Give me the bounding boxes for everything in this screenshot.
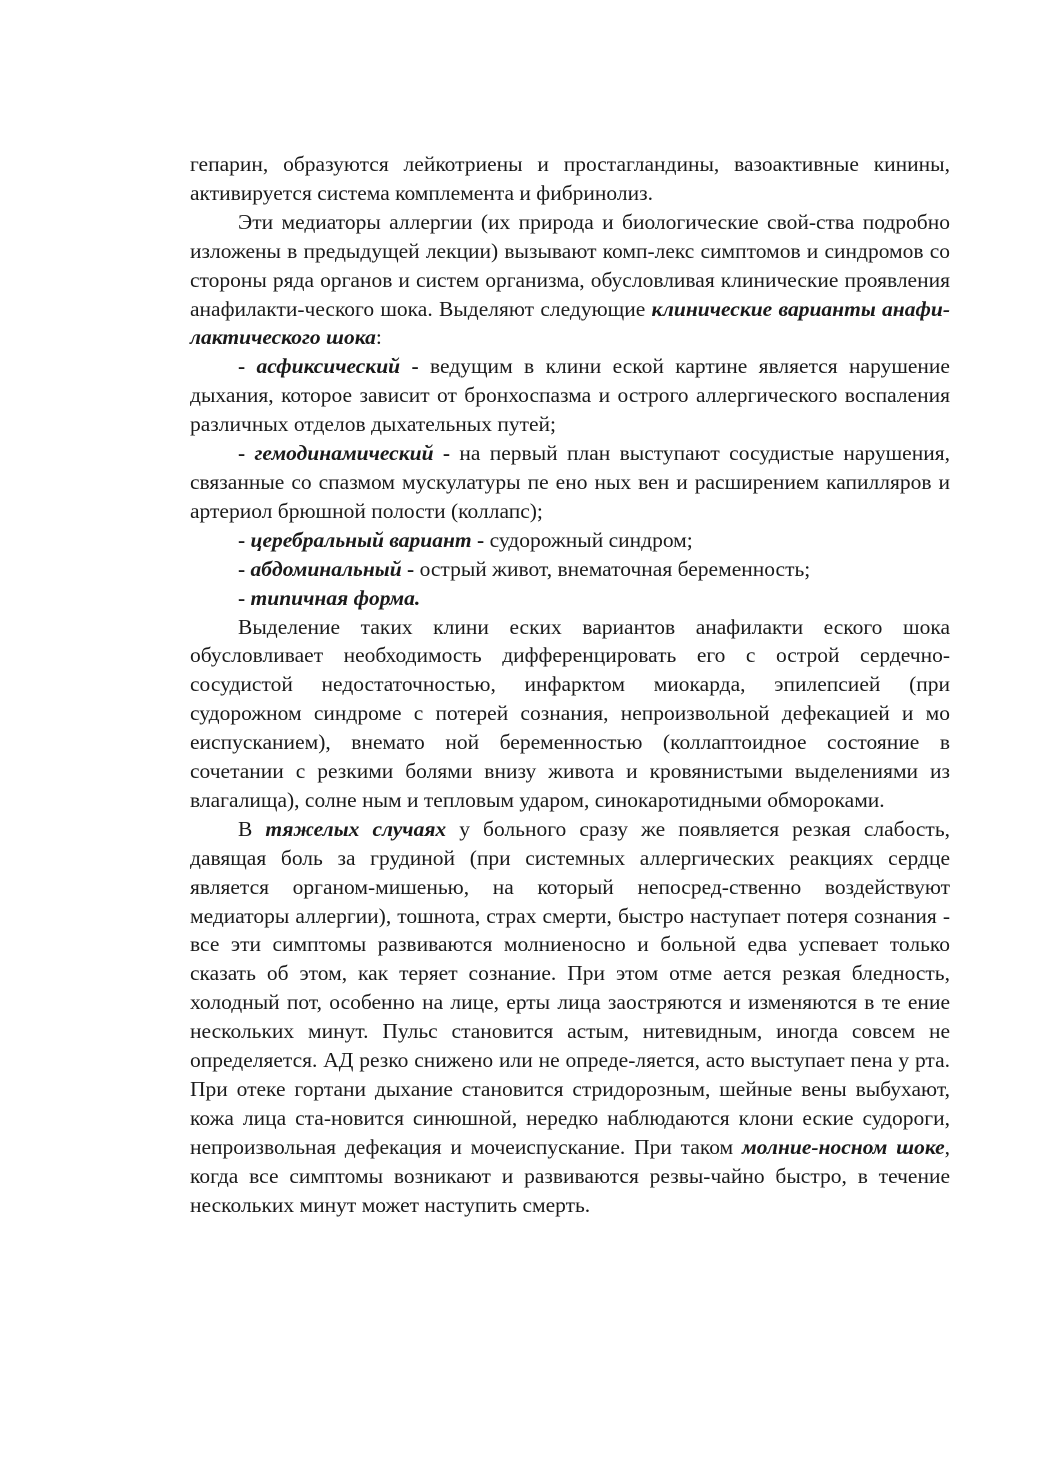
- variant-description: судорожный синдром;: [489, 527, 693, 552]
- variant-typical: [190, 584, 950, 613]
- variant-dash: -: [238, 585, 251, 610]
- paragraph-differential: Выделение таких клини еских вариантов анафилакти еского шока обусловливает необходимость дифференцировать его с острой сердечно-сосудистой недостаточностью, инфарктом миокарда, эпилепсией (при судорожном синдроме с потерей сознания, непроизвольной дефекацией и мо еиспусканием), внемато ной беременностью (коллаптоидное состояние в сочетании с резкими болями внизу живота и кровянистыми выделениями из влагалища), солне ным и тепловым ударом, синокаротидными обмороками.: [190, 614, 950, 812]
- variant-dash: -: [238, 556, 251, 581]
- variant-separator: -: [400, 354, 431, 379]
- variant-hemodynamic: [190, 439, 950, 526]
- variant-asphyxic: [190, 352, 950, 439]
- variant-description: на первый план выступают сосудистые нарушения, связанные со спазмом мускулатуры пе ено ных вен и расширением капилляров и артериол брюшной полости (коллапс);: [190, 441, 950, 523]
- paragraph-intro-continuation: гепарин, образуются лейкотриены и простагландины, вазоактивные кинины, активируется система комплемента и фибринолиз.: [190, 152, 950, 205]
- variant-separator: -: [471, 527, 490, 552]
- variant-name: церебральный вариант: [250, 527, 472, 552]
- variant-name: гемодинамический: [254, 441, 434, 466]
- variant-cerebral: [190, 526, 950, 555]
- clinical-variants-term: клинические варианты анафи-лактического шока: [190, 296, 950, 350]
- variant-name: асфиксический: [256, 354, 401, 379]
- severe-tail: , когда все симптомы возникают и развиваются резвы-чайно быстро, в течение нескольких минут может наступить смерть.: [190, 1134, 950, 1217]
- fulminant-shock-term: молние-носном шоке: [741, 1134, 945, 1159]
- severe-cases-term: тяжелых случаях: [265, 816, 447, 841]
- variant-separator: -: [433, 441, 460, 466]
- severe-body: у больного сразу же появляется резкая слабость, давящая боль за грудиной (при системных аллергических реакциях сердце является органом-мишенью, на который непосред-ственно воздействуют медиаторы аллергии), тошнота, страх смерти, быстро наступает потеря сознания - все эти симптомы развиваются молниеносно и больной едва успевает только сказать об этом, как теряет сознание. При этом отме ается резкая бледность, холодный пот, особенно на лице, ерты лица заостряются и изменяются в те ение нескольких минут. Пульс становится астым, нитевидным, иногда совсем не определяется. АД резко снижено или не опреде-ляется, асто выступает пена у рта. При отеке гортани дыхание становится стридорозным, шейные вены выбухают, кожа лица ста-новится синюшной, нередко наблюдаются клони еские судороги, непроизвольная дефекация и мочеиспускание. При таком: [190, 816, 950, 1159]
- variant-dash: -: [238, 527, 251, 552]
- paragraph-severe-cases: [190, 815, 950, 1220]
- variant-name: абдоминальный: [250, 556, 402, 581]
- document-page: [190, 150, 950, 1220]
- variant-dash: -: [238, 441, 255, 466]
- variant-separator: -: [401, 556, 420, 581]
- variant-dash: -: [238, 354, 257, 379]
- mediators-colon: :: [375, 325, 382, 350]
- mediators-text: Эти медиаторы аллергии (их природа и биологические свой-ства подробно изложены в предыдущей лекции) вызывают комп-лекс симптомов и синдромов со стороны ряда органов и систем организма, обусловливая клинические проявления анафилакти-ческого шока. Выделяют следующие: [190, 209, 950, 321]
- variant-name: типичная форма.: [250, 585, 421, 610]
- variant-description: ведущим в клини еской картине является нарушение дыхания, которое зависит от бронхоспазма и острого аллергического воспаления различных отделов дыхательных путей;: [190, 354, 950, 437]
- severe-lead: В: [238, 816, 266, 841]
- paragraph-mediators: [190, 208, 950, 353]
- variant-description: острый живот, внематочная беременность;: [419, 556, 811, 581]
- variant-abdominal: [190, 555, 950, 584]
